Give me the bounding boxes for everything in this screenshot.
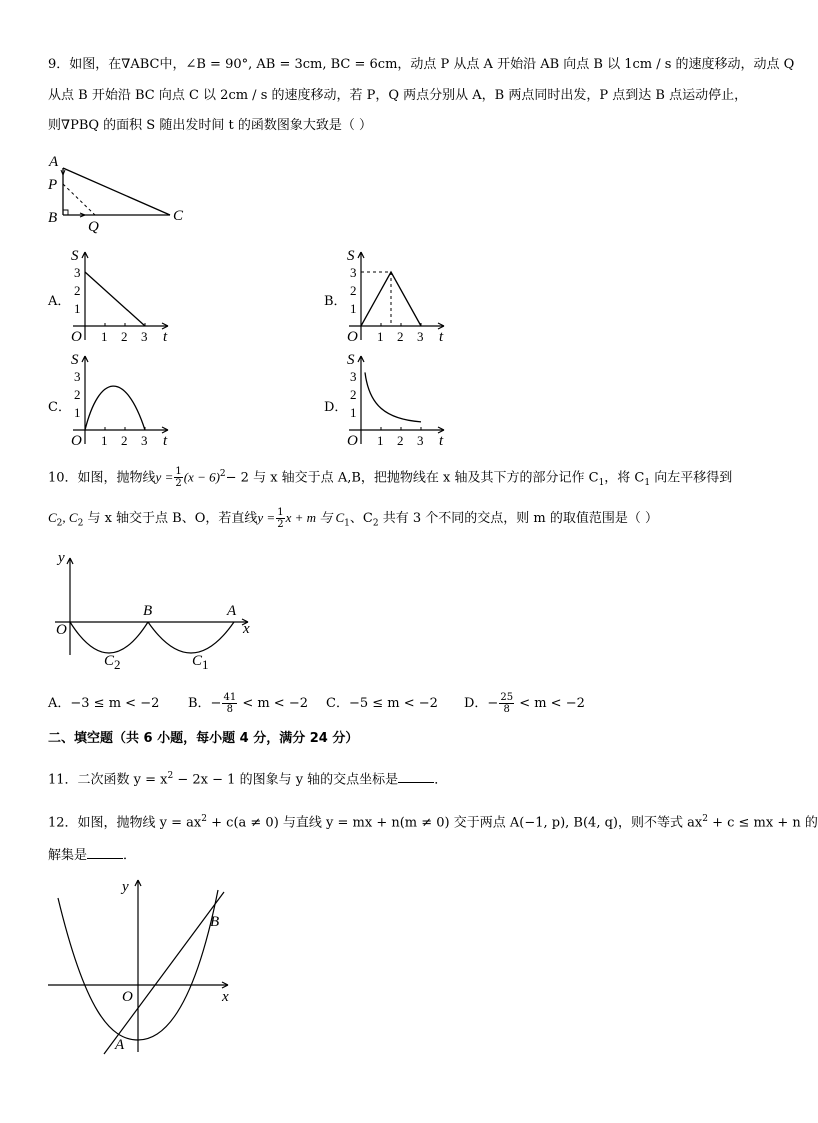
q9-option-b-label[interactable]: B． (324, 294, 347, 309)
q12-line-2: 解集是 ． (48, 848, 137, 863)
q12-line-1: 12．如图，抛物线 $y = ax^2 + c(a \ne 0)$ 与直线 y = mx + n(m ≠ 0) 交于两点 A(−1, p), B(4, q)，则不等式 $ax^2 + c$ ≤ mx + n 的 (48, 814, 818, 831)
label-a: A (115, 1037, 125, 1053)
label-s: S (71, 352, 79, 368)
label-o: O (71, 329, 82, 345)
label-o: O (56, 622, 67, 638)
frac-half: $\frac{1}{2}$ (175, 466, 182, 490)
label-x: x (243, 621, 250, 637)
q11-text: 11．二次函数 $y = x^2 - 2x - 1$ 的图象与 y 轴的交点坐标是 ． (48, 771, 448, 788)
label-a: A (49, 154, 59, 170)
q10-choice-d[interactable]: D．− $\frac{25}{8}$ < m < −2 (464, 692, 585, 715)
label-a: A (227, 603, 237, 619)
tick-y-1: 1 (350, 405, 357, 420)
label-t: t (163, 329, 168, 345)
tick-x-3: 3 (417, 433, 424, 448)
tick-y-2: 2 (350, 387, 357, 402)
section-heading: 二、填空题（共 6 小题，每小题 4 分，满分 24 分） (48, 731, 359, 746)
tick-x-1: 1 (101, 329, 108, 344)
label-x: x (222, 989, 229, 1005)
tick-y-3: 3 (350, 265, 357, 280)
label-y: y (122, 879, 129, 895)
label-o: O (347, 433, 358, 449)
label-s: S (347, 352, 355, 368)
tick-x-2: 2 (397, 329, 404, 344)
tick-x-2: 2 (397, 433, 404, 448)
tick-y-3: 3 (350, 369, 357, 384)
tick-x-1: 1 (377, 329, 384, 344)
q9-line-1: 9．如图，在∇ABC中，∠B = 90°, AB = 3cm, BC = 6cm，动点 P 从点 A 开始沿 AB 向点 B 以 1cm / s 的速度移动，动点 Q (48, 57, 795, 72)
tick-x-3: 3 (141, 329, 148, 344)
tick-x-2: 2 (121, 329, 128, 344)
label-b: B (210, 914, 220, 930)
label-c: C (173, 208, 184, 224)
q9-line-2: 从点 B 开始沿 BC 向点 C 以 2cm / s 的速度移动，若 P，Q 两点分别从 A，B 两点同时出发，P 点到达 B 点运动停止， (48, 88, 748, 103)
label-p: P (48, 177, 58, 193)
label-t: t (163, 433, 168, 449)
label-o: O (122, 989, 133, 1005)
q10-choice-b[interactable]: B．− $\frac{41}{8}$ < m < −2 (188, 692, 308, 715)
tick-y-1: 1 (74, 405, 81, 420)
label-s: S (71, 248, 79, 264)
q10-line-1: 10．如图，抛物线y = $\frac{1}{2}$ $(x - 6)^2- 2$ 与 x 轴交于点 A,B，把抛物线在 x 轴及其下方的部分记作 $C_1$，将 $C_1$ 向左平移得到 (48, 466, 733, 490)
q10-choice-a[interactable]: A．−3 ≤ m < −2 (48, 696, 160, 711)
label-b: B (48, 210, 58, 226)
tick-x-1: 1 (377, 433, 384, 448)
tick-y-2: 2 (74, 283, 81, 298)
tick-y-1: 1 (74, 301, 81, 316)
label-c1-sub: 1 (202, 657, 209, 672)
tick-x-3: 3 (141, 433, 148, 448)
label-c1: C (192, 653, 203, 669)
tick-y-2: 2 (74, 387, 81, 402)
label-t: t (439, 433, 444, 449)
line-mx-n (104, 892, 224, 1054)
tick-y-2: 2 (350, 283, 357, 298)
q10-choice-c[interactable]: C．−5 ≤ m < −2 (326, 696, 438, 711)
tick-x-1: 1 (101, 433, 108, 448)
tick-x-3: 3 (417, 329, 424, 344)
label-s: S (347, 248, 355, 264)
label-q: Q (88, 219, 99, 235)
label-c2-sub: 2 (114, 657, 121, 672)
frac-half-2: $\frac{1}{2}$ (277, 507, 284, 530)
tick-y-1: 1 (350, 301, 357, 316)
tick-y-3: 3 (74, 265, 81, 280)
label-y: y (58, 550, 65, 566)
label-o: O (347, 329, 358, 345)
q9-line-3: 则∇PBQ 的面积 S 随出发时间 t 的函数图象大致是（ ） (48, 118, 372, 133)
label-t: t (439, 329, 444, 345)
label-b: B (143, 603, 153, 619)
q9-option-c-label[interactable]: C． (48, 400, 71, 415)
q9-option-a-label[interactable]: A． (48, 294, 71, 309)
tick-y-3: 3 (74, 369, 81, 384)
tick-x-2: 2 (121, 433, 128, 448)
label-c2: C (104, 653, 115, 669)
q9-option-d-label[interactable]: D． (324, 400, 348, 415)
label-o: O (71, 433, 82, 449)
q10-line-2: $C_2$, $C_2$ 与 x 轴交于点 B、O，若直线y = $\frac{1}{2}$ x + m 与 $C_1$、$C_2$ 共有 3 个不同的交点，则 m 的取值范围是（ ） (48, 507, 658, 530)
